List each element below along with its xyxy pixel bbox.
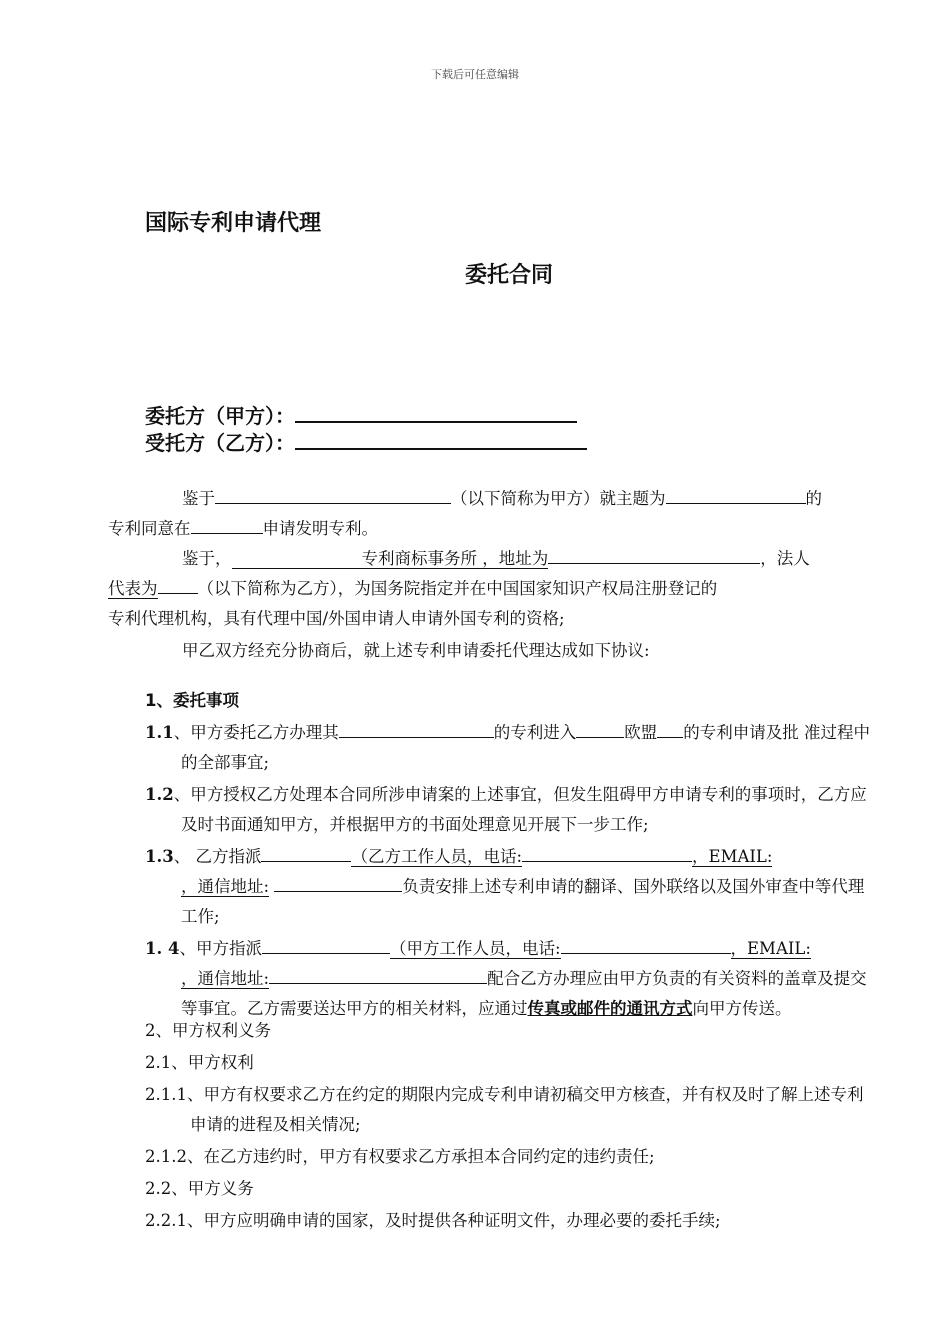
header-note: 下载后可任意编辑 — [431, 68, 519, 81]
blank — [274, 873, 402, 892]
section-1-heading: 1、委托事项 — [145, 691, 239, 710]
item-1-4: 1. 4、甲方指派 （甲方工作人员，电话: ，EMAIL: ，通信地址: 配合乙方办理应由甲方负责的有关资料的盖章及提交等事宜。乙方需要送达甲方的相关材料，应通过传真或邮件的通讯方式向甲方传送。 — [145, 934, 875, 1024]
blank — [339, 719, 494, 738]
party-b-label: 受托方（乙方）： — [145, 431, 295, 455]
title-line-2: 委托合同 — [464, 263, 553, 288]
blank — [561, 935, 731, 954]
blank — [215, 485, 451, 504]
blank — [522, 843, 692, 862]
item-1-3: 1.3、 乙方指派 （乙方工作人员，电话: ，EMAIL: ，通信地址: 负责安排上述专利申请的翻译、国外联络以及国外审查中等代理工作; — [145, 842, 875, 932]
preamble-paragraph-3: 甲乙双方经充分协商后，就上述专利申请委托代理达成如下协议: — [182, 641, 650, 660]
blank — [262, 935, 390, 954]
blank — [269, 965, 487, 984]
section-2-heading: 2、甲方权利义务 — [145, 1021, 271, 1040]
party-b-blank — [295, 428, 587, 450]
title-line-1: 国际专利申请代理 — [145, 211, 322, 236]
blank — [191, 515, 263, 534]
section-1 — [145, 686, 875, 1024]
party-a-line — [145, 400, 577, 429]
preamble-paragraph-2: 鉴于， 专利商标事务所 ，地址为 ，法人 代表为 （以下简称为乙方），为国务院指定并在中国国家知识产权局注册登记的 专利代理机构，具有代理中国/外国申请人申请外国专利的资格; — [145, 544, 875, 634]
item-1-2: 1.2、甲方授权乙方处理本合同所涉申请案的上述事宜，但发生阻碍甲方申请专利的事项时，乙方应及时书面通知甲方，并根据甲方的书面处理意见开展下一步工作; — [145, 785, 867, 834]
blank — [261, 843, 351, 862]
party-a-blank — [295, 401, 577, 423]
party-b-line — [145, 427, 587, 456]
item-2-2-1: 2.2.1、甲方应明确申请的国家，及时提供各种证明文件，办理必要的委托手续; — [145, 1211, 721, 1230]
item-2-1: 2.1、甲方权利 — [145, 1053, 254, 1072]
blank — [548, 545, 760, 564]
section-2 — [145, 1016, 875, 1236]
blank — [158, 575, 198, 594]
preamble — [108, 484, 875, 666]
item-2-2: 2.2、甲方义务 — [145, 1179, 254, 1198]
item-1-1: 1.1、甲方委托乙方办理其 的专利进入 欧盟 的专利申请及批 准过程中的全部事宜; — [145, 718, 875, 778]
blank — [657, 719, 683, 738]
party-a-label: 委托方（甲方）： — [145, 404, 295, 428]
preamble-paragraph-1: 鉴于 （以下简称为甲方）就主题为 的 专利同意在 申请发明专利。 — [145, 484, 875, 544]
blank — [666, 485, 806, 504]
item-2-1-1: 2.1.1、甲方有权要求乙方在约定的期限内完成专利申请初稿交甲方核查，并有权及时了解上述专利申请的进程及相关情况; — [145, 1085, 864, 1134]
blank — [576, 719, 624, 738]
item-2-1-2: 2.1.2、在乙方违约时，甲方有权要求乙方承担本合同约定的违约责任; — [145, 1147, 655, 1166]
